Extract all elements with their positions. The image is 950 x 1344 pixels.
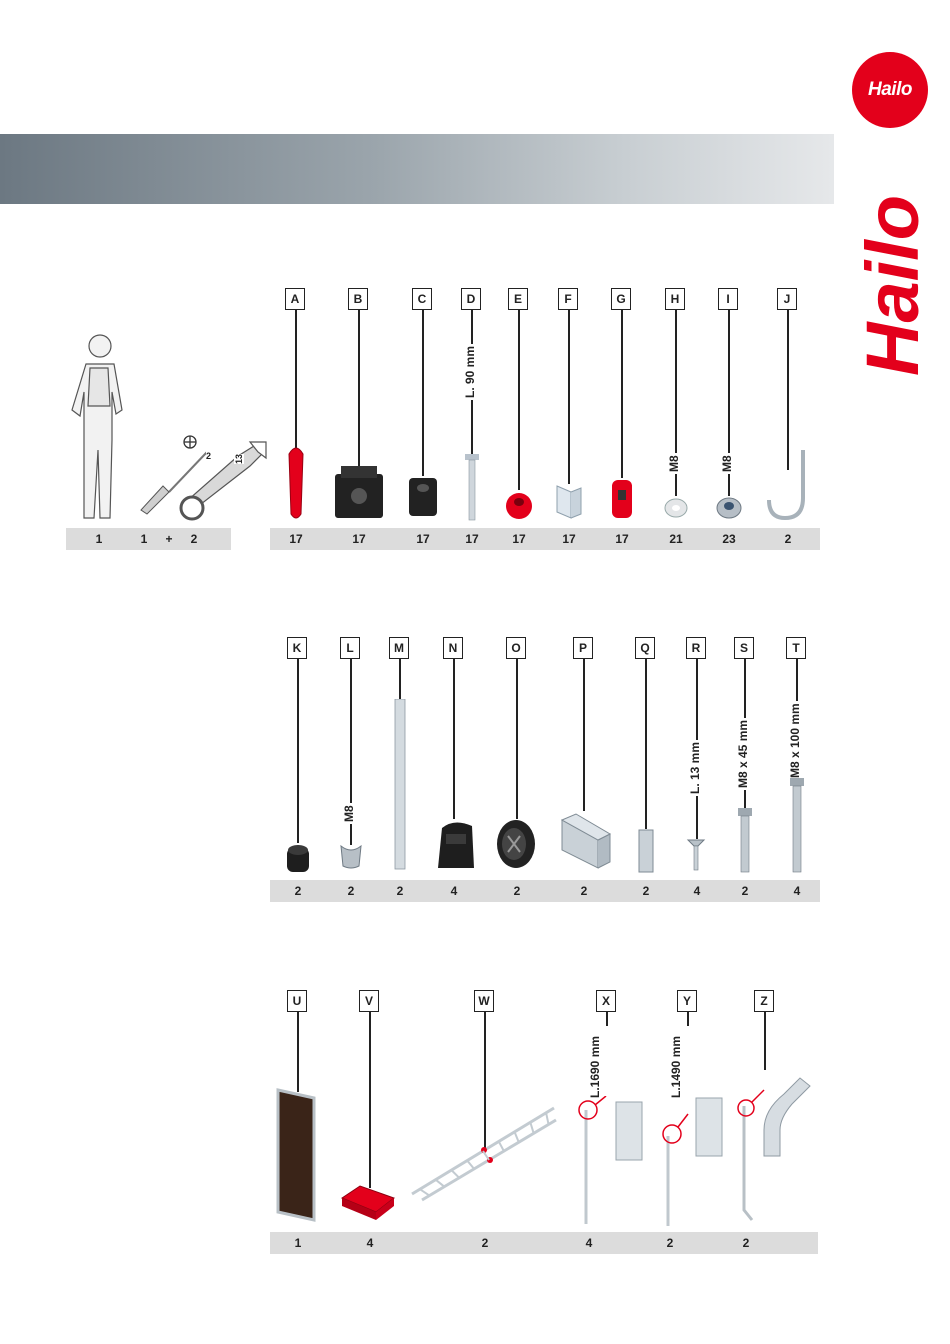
- brand-logo: [852, 52, 928, 128]
- qty-q: 2: [642, 884, 650, 898]
- dim-label-d: L. 90 mm: [463, 345, 477, 398]
- part-e-ring: [504, 488, 534, 527]
- part-label-i: I: [718, 288, 738, 310]
- qty-h: 21: [669, 532, 683, 546]
- qty-b: 17: [352, 532, 366, 546]
- part-label-m: M: [389, 637, 409, 659]
- part-label-a: A: [285, 288, 305, 310]
- dim-label-l: M8: [342, 805, 356, 822]
- ladder-rung: [467, 1161, 474, 1169]
- qty-c: 17: [416, 532, 430, 546]
- ladder-rung: [451, 1170, 459, 1178]
- qty-m: 2: [396, 884, 404, 898]
- wrench-size-label: 13: [234, 453, 244, 464]
- leader-line: [297, 659, 299, 843]
- qty-j: 2: [784, 532, 792, 546]
- part-x-rod: [578, 1096, 648, 1231]
- part-label-l: L: [340, 637, 360, 659]
- dim-label-t: M8 x 100 mm: [788, 703, 802, 778]
- qty-p: 2: [580, 884, 588, 898]
- leader-line: [583, 659, 585, 811]
- qty-w: 2: [481, 1236, 489, 1250]
- part-h-washer: [663, 496, 689, 525]
- qty-i: 23: [722, 532, 736, 546]
- qty-plus: +: [165, 532, 173, 546]
- wrench-illustration: [178, 438, 268, 522]
- ladder-rung: [546, 1113, 548, 1125]
- part-a-handle: [283, 444, 309, 527]
- part-label-g: G: [611, 288, 631, 310]
- part-m-post: [392, 699, 408, 876]
- header-banner: [0, 134, 834, 204]
- qty-screwdriver: 1: [140, 532, 148, 546]
- qty-l: 2: [347, 884, 355, 898]
- brand-logo-text: Hailo: [868, 79, 912, 100]
- qty-f: 17: [562, 532, 576, 546]
- part-label-v: V: [359, 990, 379, 1012]
- part-j-hook: [765, 448, 815, 527]
- part-c-nut-block: [407, 474, 439, 523]
- dim-label-s: M8 x 45 mm: [736, 719, 750, 788]
- part-label-w: W: [474, 990, 494, 1012]
- part-f-clip: [553, 482, 583, 527]
- qty-n: 4: [450, 884, 458, 898]
- part-label-b: B: [348, 288, 368, 310]
- part-l-wingnut: [337, 840, 365, 877]
- part-n-foot: [434, 816, 478, 877]
- part-label-d: D: [461, 288, 481, 310]
- leader-line: [358, 310, 360, 466]
- leader-line: [687, 1012, 689, 1026]
- part-label-h: H: [665, 288, 685, 310]
- leader-line: [399, 659, 401, 699]
- part-label-u: U: [287, 990, 307, 1012]
- part-label-o: O: [506, 637, 526, 659]
- ladder-rung: [530, 1122, 533, 1133]
- ladder-rung: [499, 1141, 504, 1151]
- leader-line: [764, 1012, 766, 1070]
- qty-u: 1: [294, 1236, 302, 1250]
- worker-illustration: [62, 330, 132, 522]
- part-label-e: E: [508, 288, 528, 310]
- dim-label-x: L.1690 mm: [588, 1035, 602, 1098]
- dim-label-h: M8: [667, 455, 681, 472]
- part-q-sleeve: [636, 828, 656, 879]
- part-label-x: X: [596, 990, 616, 1012]
- ladder-rung: [436, 1180, 445, 1187]
- part-label-j: J: [777, 288, 797, 310]
- leader-line: [295, 310, 297, 450]
- part-z-brace: [734, 1070, 814, 1231]
- qty-o: 2: [513, 884, 521, 898]
- qty-a: 17: [289, 532, 303, 546]
- leader-line: [297, 1012, 299, 1092]
- part-u-panel: [270, 1086, 324, 1229]
- qty-person: 1: [95, 532, 103, 546]
- qty-g: 17: [615, 532, 629, 546]
- qty-t: 4: [793, 884, 801, 898]
- part-label-y: Y: [677, 990, 697, 1012]
- leader-line: [606, 1012, 608, 1026]
- leader-line: [568, 310, 570, 484]
- dim-label-r: L. 13 mm: [688, 741, 702, 794]
- part-label-r: R: [686, 637, 706, 659]
- dim-label-i: M8: [720, 455, 734, 472]
- part-label-n: N: [443, 637, 463, 659]
- part-b-block: [333, 464, 385, 527]
- screwdriver-size-label: 2: [206, 451, 212, 461]
- part-label-s: S: [734, 637, 754, 659]
- part-label-q: Q: [635, 637, 655, 659]
- part-label-f: F: [558, 288, 578, 310]
- brand-wordmark-text: Hailo: [851, 195, 930, 376]
- ladder-rung: [515, 1132, 519, 1142]
- leader-line: [518, 310, 520, 490]
- part-o-wheel: [494, 816, 540, 875]
- qty-d: 17: [465, 532, 479, 546]
- brand-wordmark-vertical: [850, 140, 930, 380]
- qty-x: 4: [585, 1236, 593, 1250]
- qty-z: 2: [742, 1236, 750, 1250]
- part-d-bolt: [463, 454, 481, 527]
- part-w-ladder: [408, 1098, 558, 1207]
- ladder-rung: [420, 1189, 430, 1195]
- qty-e: 17: [512, 532, 526, 546]
- leader-line: [621, 310, 623, 478]
- part-r-screw: [686, 838, 706, 877]
- part-label-t: T: [786, 637, 806, 659]
- part-p-bracket: [558, 810, 614, 877]
- ladder-rung: [483, 1151, 489, 1160]
- part-v-connector: [338, 1180, 398, 1227]
- leader-line: [516, 659, 518, 819]
- part-y-rod: [658, 1090, 728, 1233]
- qty-wrench: 2: [190, 532, 198, 546]
- part-s-bolt: [736, 808, 754, 879]
- leader-line: [453, 659, 455, 819]
- part-g-nut: [609, 476, 635, 525]
- leader-line: [645, 659, 647, 829]
- part-label-c: C: [412, 288, 432, 310]
- leader-line: [422, 310, 424, 476]
- qty-r: 4: [693, 884, 701, 898]
- qty-v: 4: [366, 1236, 374, 1250]
- part-t-bolt: [788, 778, 806, 879]
- part-label-z: Z: [754, 990, 774, 1012]
- part-k-cap: [284, 842, 312, 879]
- part-i-locknut: [715, 494, 743, 527]
- part-label-k: K: [287, 637, 307, 659]
- leader-line: [787, 310, 789, 470]
- qty-y: 2: [666, 1236, 674, 1250]
- qty-s: 2: [741, 884, 749, 898]
- part-label-p: P: [573, 637, 593, 659]
- leader-line: [369, 1012, 371, 1188]
- dim-label-y: L.1490 mm: [669, 1035, 683, 1098]
- qty-k: 2: [294, 884, 302, 898]
